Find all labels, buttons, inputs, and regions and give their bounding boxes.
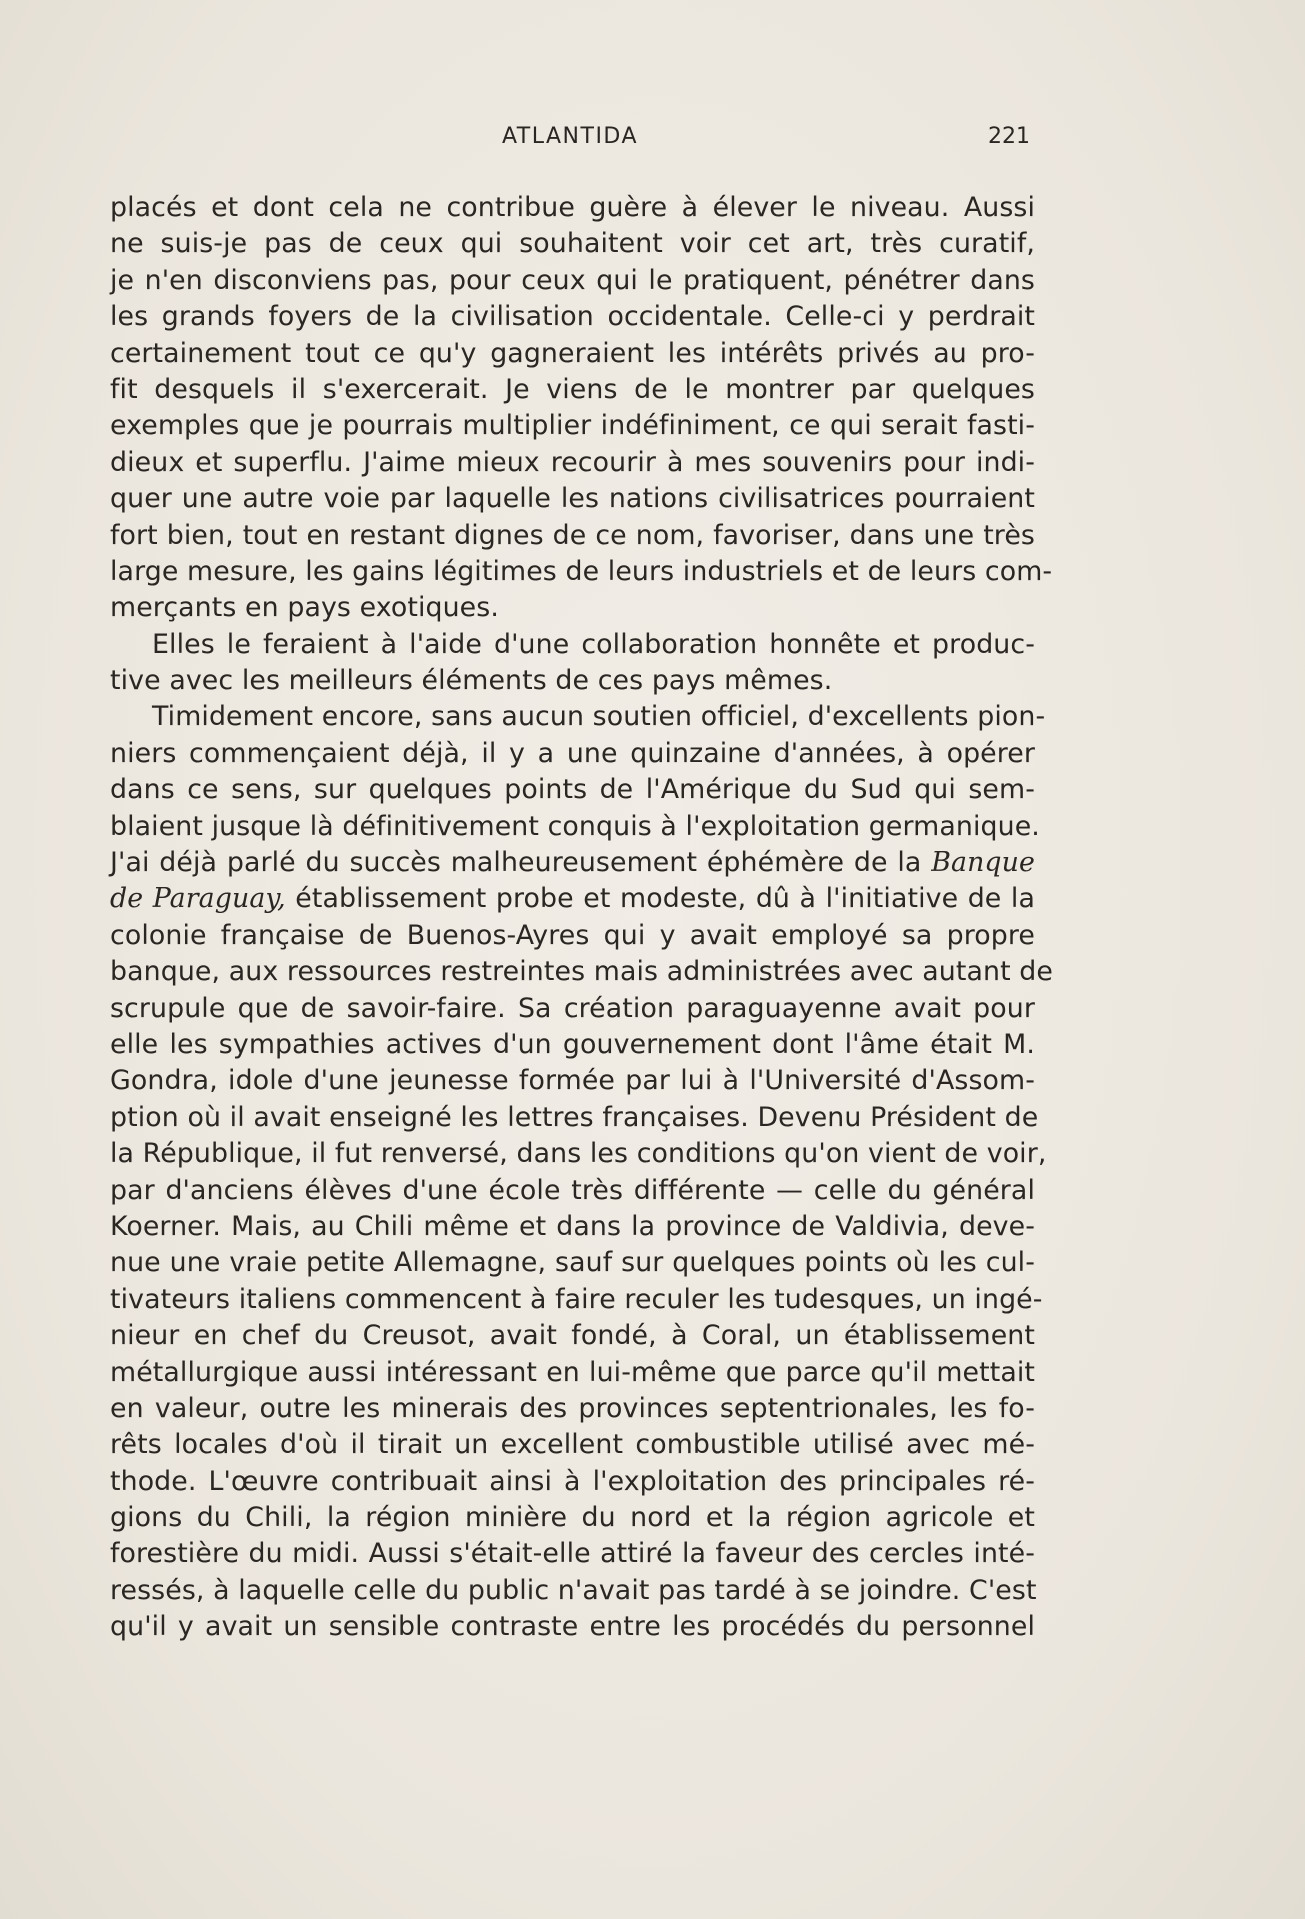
text-segment: J'ai déjà parlé du succès malheureusement éphémère de la	[110, 847, 922, 879]
text-line: nue une vraie petite Allemagne, sauf sur quelques points où les cul-	[110, 1247, 1035, 1279]
text-line: placés et dont cela ne contribue guère à élever le niveau. Aussi	[110, 192, 1035, 223]
italic-title: de Paraguay,	[110, 883, 286, 915]
running-header	[110, 124, 1030, 164]
text-line: qu'il y avait un sensible contraste entre les procédés du personnel	[110, 1611, 1035, 1643]
text-line: quer une autre voie par laquelle les nations civilisatrices pourraient	[110, 483, 1035, 515]
text-line: nieur en chef du Creusot, avait fondé, à Coral, un établissement	[110, 1320, 1035, 1352]
text-line: elle les sympathies actives d'un gouvernement dont l'âme était M.	[110, 1028, 1035, 1060]
text-line: la République, il fut renversé, dans les conditions qu'on vient de voir,	[110, 1138, 1047, 1170]
text-line: tive avec les meilleurs éléments de ces pays mêmes.	[110, 665, 833, 697]
text-line: rêts locales d'où il tirait un excellent combustible utilisé avec mé-	[110, 1429, 1035, 1461]
body-text	[110, 190, 1054, 1646]
text-line: fort bien, tout en restant dignes de ce nom, favoriser, dans une très	[110, 519, 1035, 551]
text-line: blaient jusque là définitivement conquis à l'exploitation germanique.	[110, 810, 1040, 842]
text-line: large mesure, les gains légitimes de leurs industriels et de leurs com-	[110, 555, 1053, 587]
text-line: niers commençaient déjà, il y a une quinzaine d'années, à opérer	[110, 737, 1035, 769]
text-line: Koerner. Mais, au Chili même et dans la province de Valdivia, deve-	[110, 1210, 1035, 1242]
text-line: dieux et superflu. J'aime mieux recourir à mes souvenirs pour indi-	[110, 446, 1035, 478]
text-line: colonie française de Buenos-Ayres qui y avait employé sa propre	[110, 919, 1035, 951]
text-line: forestière du midi. Aussi s'était-elle attiré la faveur des cercles inté-	[110, 1538, 1035, 1570]
text-line: scrupule que de savoir-faire. Sa création paraguayenne avait pour	[110, 992, 1035, 1024]
running-title: ATLANTIDA	[501, 124, 639, 149]
text-line: en valeur, outre les minerais des provinces septentrionales, les fo-	[110, 1392, 1035, 1424]
text-line: exemples que je pourrais multiplier indéfiniment, ce qui serait fasti-	[110, 410, 1035, 442]
text-line: Timidement encore, sans aucun soutien officiel, d'excellents pion-	[152, 701, 1046, 733]
text-line: métallurgique aussi intéressant en lui-même que parce qu'il mettait	[110, 1356, 1035, 1388]
text-line: dans ce sens, sur quelques points de l'Amérique du Sud qui sem-	[110, 774, 1035, 806]
text-line: ne suis-je pas de ceux qui souhaitent voir cet art, très curatif,	[110, 228, 1035, 260]
text-line: banque, aux ressources restreintes mais administrées avec autant de	[110, 956, 1054, 988]
text-line: thode. L'œuvre contribuait ainsi à l'exploitation des principales ré-	[110, 1465, 1035, 1497]
text-segment: établissement probe et modeste, dû à l'initiative de la	[295, 883, 1035, 915]
text-line: ressés, à laquelle celle du public n'avait pas tardé à se joindre. C'est	[110, 1574, 1037, 1606]
text-line: Gondra, idole d'une jeunesse formée par lui à l'Université d'Assom-	[110, 1065, 1035, 1097]
text-line: merçants en pays exotiques.	[110, 592, 499, 624]
text-line: ption où il avait enseigné les lettres françaises. Devenu Président de	[110, 1101, 1039, 1133]
text-line: certainement tout ce qu'y gagneraient les intérêts privés au pro-	[110, 337, 1035, 369]
text-line: Elles le feraient à l'aide d'une collaboration honnête et produc-	[152, 628, 1035, 660]
text-line	[110, 845, 1035, 881]
text-line: les grands foyers de la civilisation occidentale. Celle-ci y perdrait	[110, 301, 1035, 333]
text-line: tivateurs italiens commencent à faire reculer les tudesques, un ingé-	[110, 1283, 1043, 1315]
text-line: fit desquels il s'exercerait. Je viens de le montrer par quelques	[110, 373, 1035, 405]
italic-title: Banque	[931, 847, 1035, 879]
text-line: je n'en disconviens pas, pour ceux qui le pratiquent, pénétrer dans	[110, 264, 1035, 296]
page-number: 221	[988, 124, 1030, 149]
text-line	[110, 881, 1035, 917]
text-line: par d'anciens élèves d'une école très différente — celle du général	[110, 1174, 1035, 1206]
text-line: gions du Chili, la région minière du nord et la région agricole et	[110, 1502, 1035, 1534]
